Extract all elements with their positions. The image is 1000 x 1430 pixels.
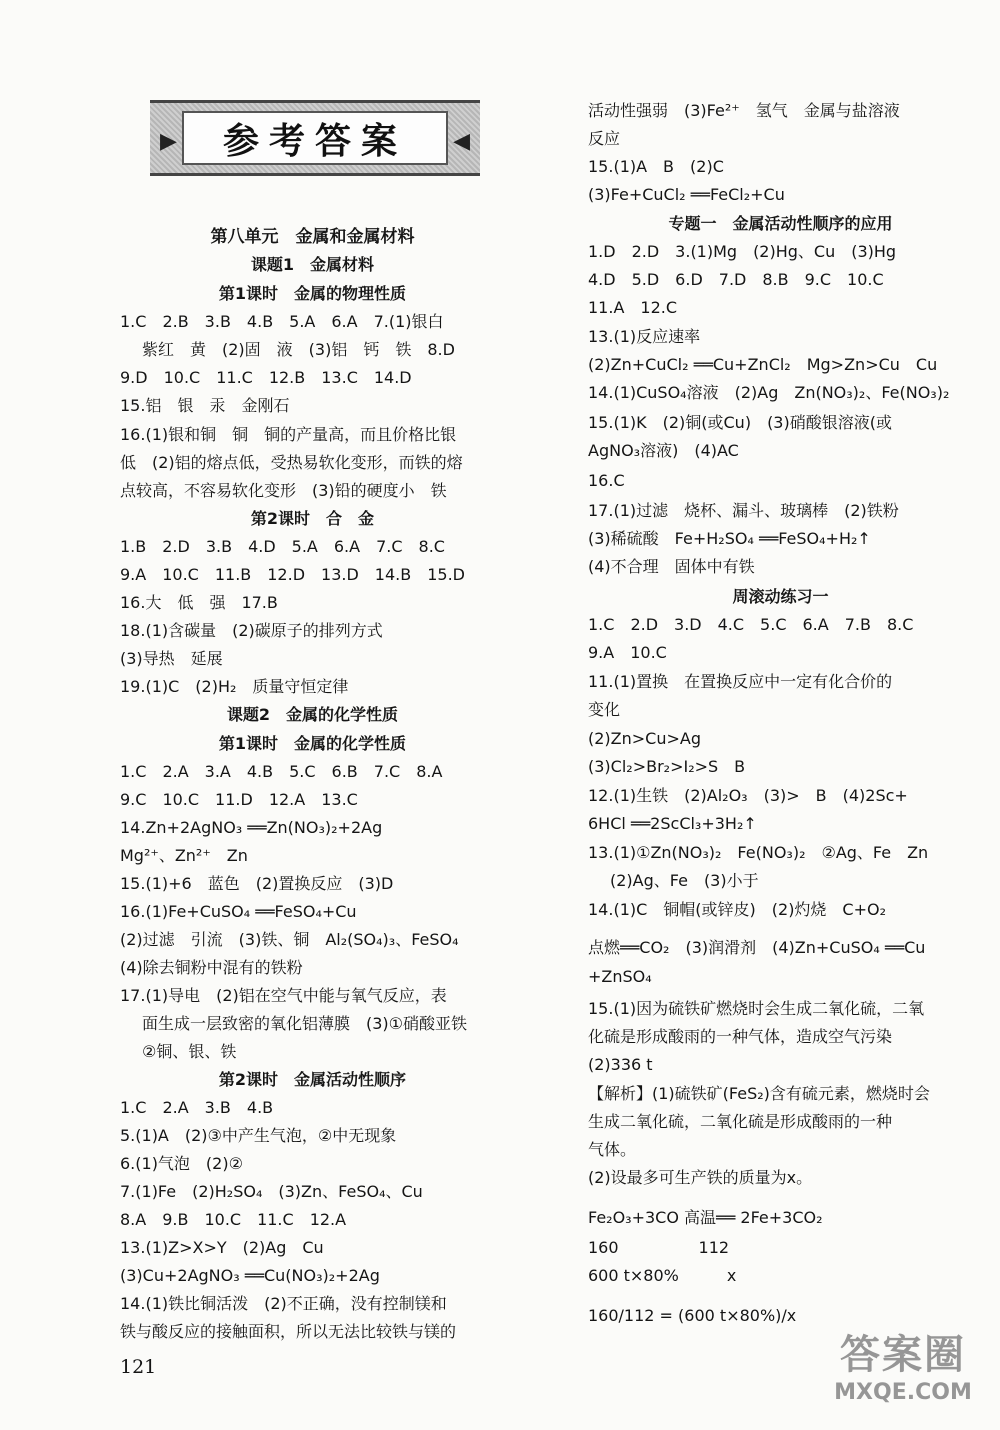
answer-line: 铁与酸反应的接触面积，所以无法比较铁与镁的 <box>120 1322 457 1341</box>
equation-line: Fe₂O₃+3CO 高温══ 2Fe+3CO₂ <box>588 1208 823 1227</box>
answer-line: 9.A 10.C 11.B 12.D 13.D 14.B 15.D <box>120 565 465 584</box>
answer-line: 1.B 2.D 3.B 4.D 5.A 6.A 7.C 8.C <box>120 537 445 556</box>
answer-line: 13.(1)Z>X>Y (2)Ag Cu <box>120 1238 324 1257</box>
analysis-line: (2)设最多可生产铁的质量为x。 <box>588 1168 813 1187</box>
answer-line: 13.(1)反应速率 <box>588 327 701 346</box>
section-heading: 课题1 金属材料 <box>250 255 375 274</box>
answer-line: 16.(1)Fe+CuSO₄ ══FeSO₄+Cu <box>120 902 357 921</box>
lesson-heading: 第1课时 金属的物理性质 <box>218 284 407 303</box>
lesson-heading: 第2课时 合 金 <box>250 509 375 528</box>
unit-heading: 第八单元 金属和金属材料 <box>210 227 415 247</box>
answer-line: 9.D 10.C 11.C 12.B 13.C 14.D <box>120 368 412 387</box>
answer-line: 15.(1)因为硫铁矿燃烧时会生成二氧化硫，二氧 <box>588 999 925 1018</box>
answer-line: (3)Fe+CuCl₂ ══FeCl₂+Cu <box>588 185 785 204</box>
answer-key-banner <box>150 100 480 176</box>
answer-line: (3)Cl₂>Br₂>I₂>S B <box>588 757 746 776</box>
answer-line: 8.A 9.B 10.C 11.C 12.A <box>120 1210 347 1229</box>
answer-line: 活动性强弱 (3)Fe²⁺ 氢气 金属与盐溶液 <box>588 101 900 120</box>
section-heading: 课题2 金属的化学性质 <box>226 705 399 724</box>
answer-line: 5.(1)A (2)③中产生气泡，②中无现象 <box>120 1126 397 1145</box>
answer-line: 15.(1)K (2)铜(或Cu) (3)硝酸银溶液(或 <box>588 413 892 432</box>
equation-line: 160/112 = (600 t×80%)/x <box>588 1306 797 1325</box>
answer-line: 13.(1)①Zn(NO₃)₂ Fe(NO₃)₂ ②Ag、Fe Zn <box>588 843 929 862</box>
answer-line: (3)稀硫酸 Fe+H₂SO₄ ══FeSO₄+H₂↑ <box>588 529 871 548</box>
watermark-logo: 答案圈 <box>840 1332 966 1378</box>
answer-line: 12.(1)生铁 (2)Al₂O₃ (3)> B (4)2Sc+ <box>588 786 908 805</box>
practice-heading: 周滚动练习一 <box>732 587 829 606</box>
answer-line: AgNO₃溶液) (4)AC <box>588 441 739 460</box>
banner-title: 参考答案 <box>182 111 448 165</box>
answer-line: (2)336 t <box>588 1055 653 1074</box>
answer-line: 反应 <box>588 129 621 148</box>
answer-line: 14.(1)C 铜帽(或锌皮) (2)灼烧 C+O₂ <box>588 900 887 919</box>
page-number: 121 <box>120 1356 157 1378</box>
watermark-url: MXQE.COM <box>834 1380 972 1405</box>
arrow-left-icon: ◀ <box>453 129 470 154</box>
lesson-heading: 第1课时 金属的化学性质 <box>218 734 407 753</box>
arrow-right-icon: ▶ <box>160 129 177 154</box>
answer-line: 6HCl ══2ScCl₃+3H₂↑ <box>588 814 757 833</box>
lesson-heading: 第2课时 金属活动性顺序 <box>218 1070 407 1089</box>
answer-line: 6.(1)气泡 (2)② <box>120 1154 243 1173</box>
answer-line: ②铜、银、铁 <box>142 1042 237 1061</box>
answer-line: (4)除去铜粉中混有的铁粉 <box>120 958 303 977</box>
answer-line: 1.C 2.D 3.D 4.C 5.C 6.A 7.B 8.C <box>588 615 914 634</box>
answer-line: 15.(1)+6 蓝色 (2)置换反应 (3)D <box>120 874 394 893</box>
answer-line: 4.D 5.D 6.D 7.D 8.B 9.C 10.C <box>588 270 884 289</box>
watermark <box>818 1330 988 1422</box>
equation-line: 160 112 <box>588 1238 730 1257</box>
answer-line: 1.C 2.B 3.B 4.B 5.A 6.A 7.(1)银白 <box>120 312 444 331</box>
answer-line: 19.(1)C (2)H₂ 质量守恒定律 <box>120 677 349 696</box>
answer-line: 7.(1)Fe (2)H₂SO₄ (3)Zn、FeSO₄、Cu <box>120 1182 423 1201</box>
analysis-line: 生成二氧化硫，二氧化硫是形成酸雨的一种 <box>588 1112 893 1131</box>
answer-line: 15.铝 银 汞 金刚石 <box>120 396 290 415</box>
answer-line: 11.(1)置换 在置换反应中一定有化合价的 <box>588 672 893 691</box>
answer-line: (2)过滤 引流 (3)铁、铜 Al₂(SO₄)₃、FeSO₄ <box>120 930 459 949</box>
answer-line: 9.A 10.C <box>588 643 667 662</box>
answer-line: 14.(1)CuSO₄溶液 (2)Ag Zn(NO₃)₂、Fe(NO₃)₂ <box>588 383 950 402</box>
answer-line: 16.C <box>588 471 625 490</box>
answer-line: 16.(1)银和铜 铜 铜的产量高，而且价格比银 <box>120 425 457 444</box>
answer-line: 9.C 10.C 11.D 12.A 13.C <box>120 790 358 809</box>
answer-line: (2)Zn+CuCl₂ ══Cu+ZnCl₂ Mg>Zn>Cu Cu <box>588 355 938 374</box>
answer-line: 14.Zn+2AgNO₃ ══Zn(NO₃)₂+2Ag <box>120 818 383 837</box>
answer-line: 变化 <box>588 700 621 719</box>
answer-line: 17.(1)导电 (2)铝在空气中能与氧气反应，表 <box>120 986 447 1005</box>
answer-line: 紫红 黄 (2)固 液 (3)铝 钙 铁 8.D <box>142 340 455 359</box>
answer-line: 点较高，不容易软化变形 (3)铅的硬度小 铁 <box>120 481 447 500</box>
answer-line: 15.(1)A B (2)C <box>588 157 724 176</box>
answer-line: 1.C 2.A 3.A 4.B 5.C 6.B 7.C 8.A <box>120 762 443 781</box>
answer-line: Mg²⁺、Zn²⁺ Zn <box>120 846 248 865</box>
answer-line: 17.(1)过滤 烧杯、漏斗、玻璃棒 (2)铁粉 <box>588 501 899 520</box>
answer-line: (2)Zn>Cu>Ag <box>588 729 701 748</box>
answer-line: (3)Cu+2AgNO₃ ══Cu(NO₃)₂+2Ag <box>120 1266 380 1285</box>
equation-line: 600 t×80% x <box>588 1266 737 1285</box>
answer-line: 化硫是形成酸雨的一种气体，造成空气污染 <box>588 1027 893 1046</box>
answer-line: (2)Ag、Fe (3)小于 <box>610 871 759 890</box>
answer-line: (4)不合理 固体中有铁 <box>588 557 755 576</box>
answer-line: 1.D 2.D 3.(1)Mg (2)Hg、Cu (3)Hg <box>588 242 897 261</box>
answer-line: (3)导热 延展 <box>120 649 223 668</box>
answer-line: 16.大 低 强 17.B <box>120 593 278 612</box>
analysis-line: 气体。 <box>588 1140 637 1159</box>
answer-line: 1.C 2.A 3.B 4.B <box>120 1098 274 1117</box>
analysis-line: 【解析】(1)硫铁矿(FeS₂)含有硫元素，燃烧时会 <box>588 1084 930 1103</box>
answer-line: 点燃══CO₂ (3)润滑剂 (4)Zn+CuSO₄ ══Cu <box>588 938 926 957</box>
answer-line: +ZnSO₄ <box>588 967 652 986</box>
answer-line: 11.A 12.C <box>588 298 678 317</box>
answer-line: 14.(1)铁比铜活泼 (2)不正确，没有控制镁和 <box>120 1294 447 1313</box>
answer-line: 低 (2)铝的熔点低，受热易软化变形，而铁的熔 <box>120 453 463 472</box>
topic-heading: 专题一 金属活动性顺序的应用 <box>668 214 893 233</box>
answer-line: 18.(1)含碳量 (2)碳原子的排列方式 <box>120 621 383 640</box>
answer-line: 面生成一层致密的氧化铝薄膜 (3)①硝酸亚铁 <box>142 1014 468 1033</box>
